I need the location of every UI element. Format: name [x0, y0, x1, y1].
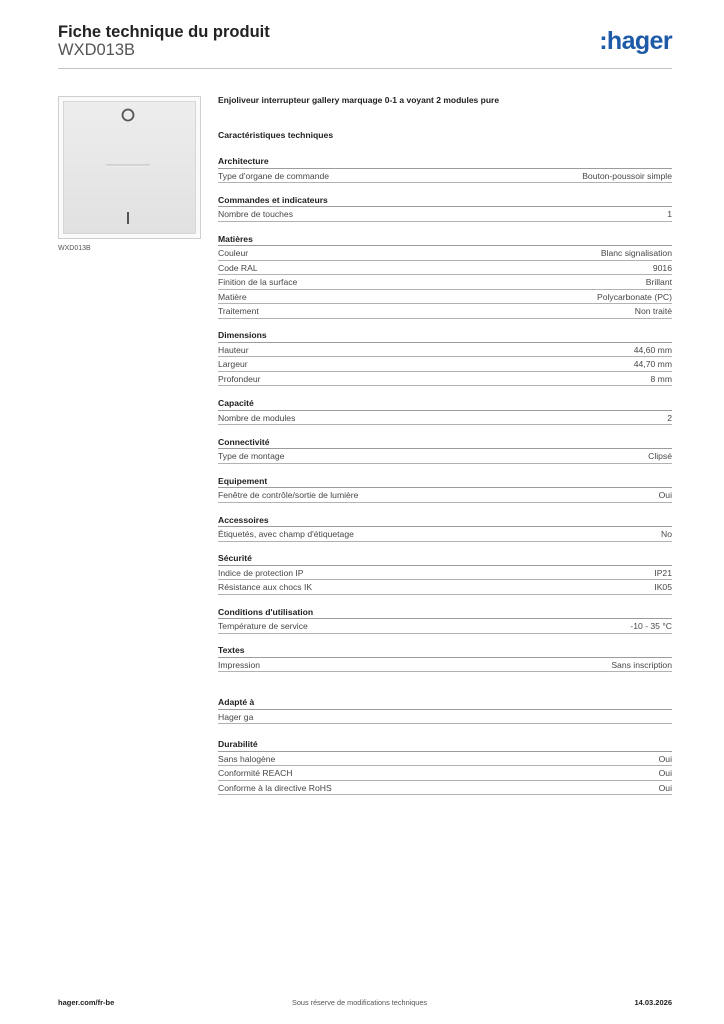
extra-specs-list — [218, 695, 672, 795]
spec-section — [218, 695, 672, 724]
spec-value: -10 - 35 °C — [630, 621, 672, 632]
spec-row — [218, 372, 672, 387]
spec-row — [218, 781, 672, 796]
technical-specs-list — [218, 154, 672, 672]
spec-section — [218, 154, 672, 183]
spec-row — [218, 169, 672, 184]
switch-markings — [58, 96, 201, 239]
spec-value: 2 — [667, 412, 672, 423]
spec-label: Fenêtre de contrôle/sortie de lumière — [218, 490, 359, 501]
spec-value: Oui — [658, 753, 672, 764]
spec-row — [218, 658, 672, 673]
spec-value: 9016 — [652, 262, 672, 273]
spec-row — [218, 619, 672, 634]
spec-row — [218, 566, 672, 581]
spec-label: Conformité REACH — [218, 768, 293, 778]
footer-disclaimer: Sous réserve de modifications techniques — [292, 998, 428, 1007]
spec-value: 1 — [667, 209, 672, 220]
spec-label: Profondeur — [218, 373, 261, 384]
footer-date: 14.03.2026 — [634, 998, 672, 1007]
spec-row — [218, 766, 672, 781]
spec-label: Code RAL — [218, 262, 258, 273]
spec-label: Indice de protection IP — [218, 567, 304, 578]
section-heading: Textes — [218, 643, 672, 658]
spec-value: Blanc signalisation — [600, 248, 672, 259]
spec-section — [218, 643, 672, 672]
spec-row — [218, 710, 672, 725]
image-caption: WXD013B — [58, 245, 91, 252]
hager-logo: :hager — [599, 27, 672, 55]
footer-website: hager.com/fr-be — [58, 998, 115, 1007]
spec-value: Oui — [658, 768, 672, 778]
spec-label: Finition de la surface — [218, 277, 298, 288]
spec-value: IK05 — [654, 582, 672, 593]
spec-value: Oui — [658, 490, 672, 501]
spec-label: Impression — [218, 659, 261, 670]
section-heading: Commandes et indicateurs — [218, 193, 672, 208]
section-heading: Durabilité — [218, 737, 672, 752]
spec-label: Type de montage — [218, 451, 285, 462]
spec-value: 44,60 mm — [633, 344, 672, 355]
spec-row — [218, 752, 672, 767]
spec-label: Sans halogène — [218, 753, 276, 764]
section-heading: Capacité — [218, 396, 672, 411]
specs-title: Caractéristiques techniques — [218, 130, 334, 140]
spec-label: Température de service — [218, 621, 308, 632]
spec-value: No — [661, 529, 672, 540]
section-heading: Connectivité — [218, 435, 672, 450]
section-heading: Equipement — [218, 474, 672, 489]
spec-row — [218, 580, 672, 595]
product-reference: WXD013B — [58, 41, 136, 59]
off-symbol-icon — [123, 110, 134, 121]
spec-section — [218, 396, 672, 425]
spec-value: Sans inscription — [611, 659, 672, 670]
spec-row — [218, 304, 672, 319]
spec-value: 8 mm — [650, 373, 672, 384]
spec-row — [218, 527, 672, 542]
spec-section — [218, 605, 672, 634]
spec-label: Nombre de modules — [218, 412, 296, 423]
spec-row — [218, 488, 672, 503]
spec-section — [218, 193, 672, 222]
header-divider — [58, 68, 672, 69]
spec-value: Polycarbonate (PC) — [597, 291, 672, 302]
document-title: Fiche technique du produit — [58, 23, 270, 41]
spec-label: Hager ga — [218, 711, 254, 722]
spec-label: Conforme à la directive RoHS — [218, 782, 332, 793]
spec-value: IP21 — [654, 567, 672, 578]
spec-value: Bouton-poussoir simple — [582, 170, 672, 181]
spec-section — [218, 513, 672, 542]
spec-row — [218, 449, 672, 464]
spec-row — [218, 207, 672, 222]
spec-label: Résistance aux chocs IK — [218, 582, 313, 593]
spec-section — [218, 474, 672, 503]
section-heading: Sécurité — [218, 551, 672, 566]
spec-label: Hauteur — [218, 344, 249, 355]
spec-value: Oui — [658, 782, 672, 793]
spec-section — [218, 737, 672, 795]
section-heading: Accessoires — [218, 513, 672, 528]
spec-label: Nombre de touches — [218, 209, 293, 220]
spec-row — [218, 275, 672, 290]
spec-label: Étiquetés, avec champ d'étiquetage — [218, 529, 354, 540]
spec-section — [218, 328, 672, 386]
spec-value: Clipsé — [648, 451, 672, 462]
spec-value: 44,70 mm — [633, 359, 672, 370]
spec-section — [218, 232, 672, 319]
spec-label: Largeur — [218, 359, 248, 370]
spec-value: Non traité — [634, 306, 672, 317]
spec-label: Couleur — [218, 248, 249, 259]
spec-section — [218, 435, 672, 464]
spec-row — [218, 411, 672, 426]
spec-value: Brillant — [645, 277, 672, 288]
section-heading: Architecture — [218, 154, 672, 169]
section-heading: Adapté à — [218, 695, 672, 710]
product-image — [58, 96, 201, 239]
spec-label: Traitement — [218, 306, 259, 317]
section-heading: Dimensions — [218, 328, 672, 343]
spec-row — [218, 357, 672, 372]
product-name: Enjoliveur interrupteur gallery marquage 0-1 a voyant 2 modules pure — [218, 95, 500, 105]
spec-row — [218, 343, 672, 358]
section-heading: Matières — [218, 232, 672, 247]
spec-row — [218, 261, 672, 276]
section-heading: Conditions d'utilisation — [218, 605, 672, 620]
spec-label: Matière — [218, 291, 247, 302]
spec-row — [218, 290, 672, 305]
spec-row — [218, 246, 672, 261]
spec-label: Type d'organe de commande — [218, 170, 330, 181]
spec-section — [218, 551, 672, 595]
